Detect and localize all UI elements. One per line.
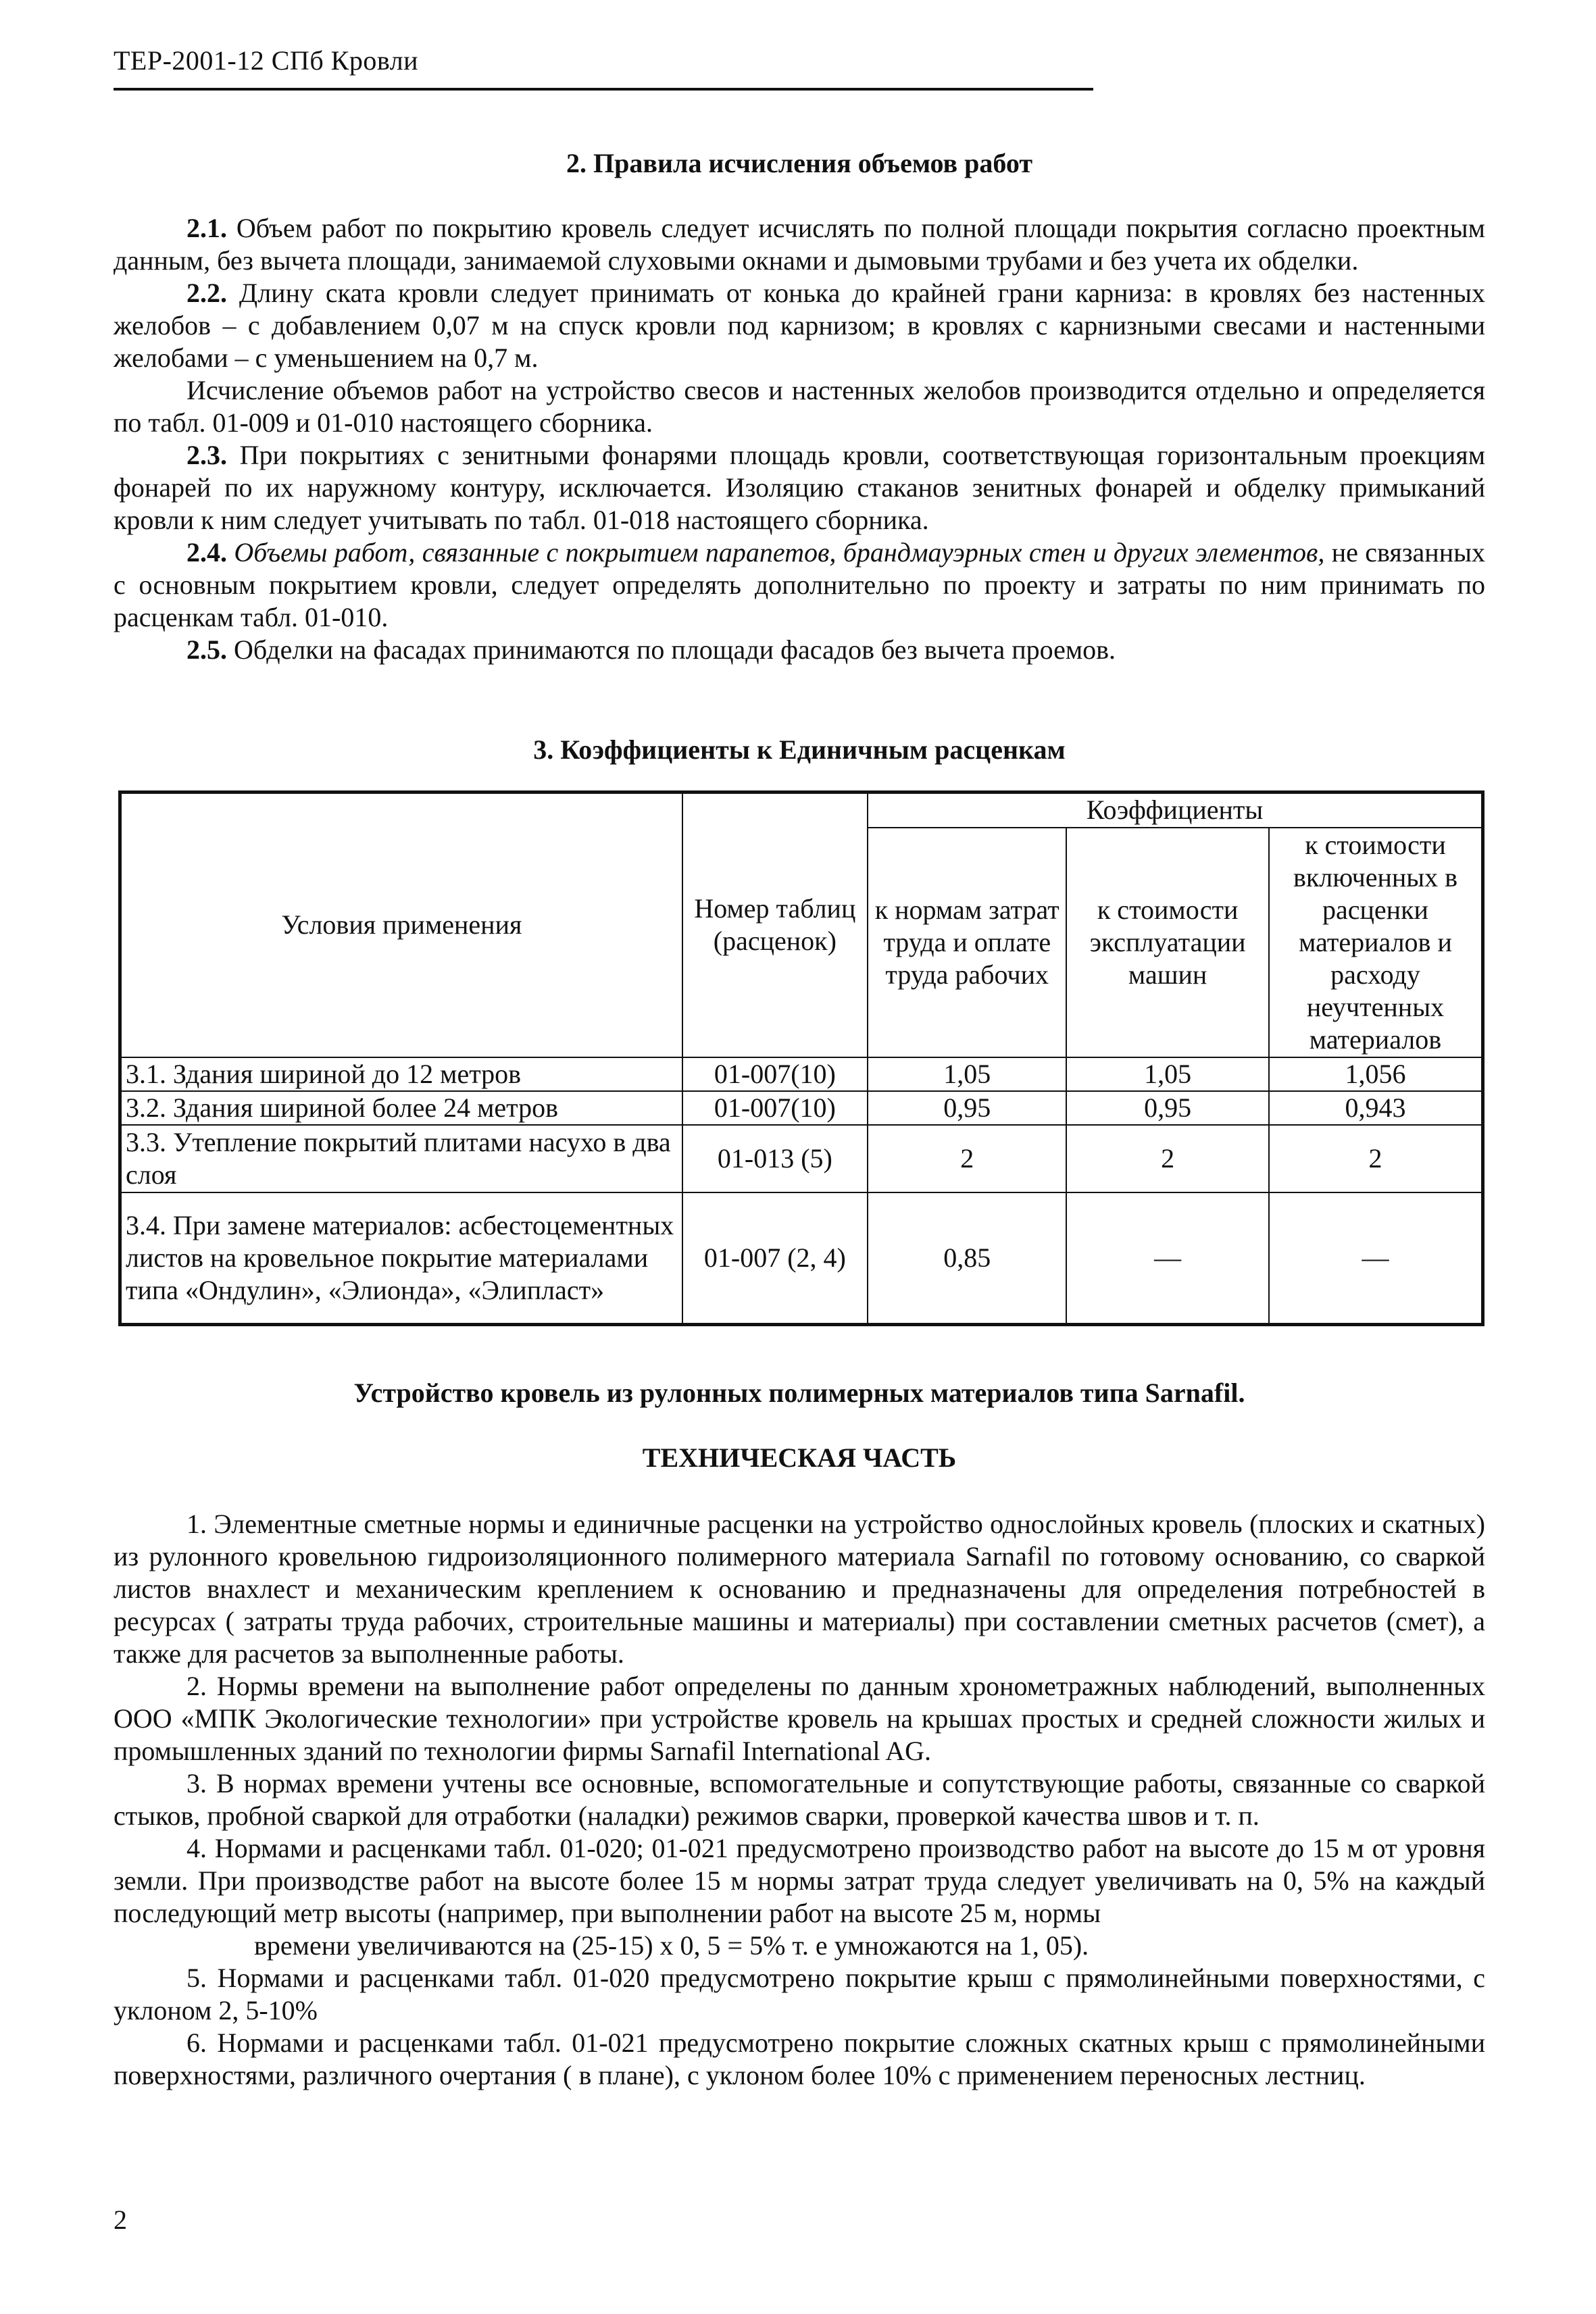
cell-labor: 2 <box>868 1125 1066 1192</box>
table-header-row <box>120 793 1483 828</box>
tech-paragraph-2: 2. Нормы времени на выполнение работ определены по данным хронометражных наблюдений, выполненных ООО «МПК Экологические технологии» при устройстве кровель на крышах простых и средней сложности жилых и промышленных зданий по технологии фирмы Sarnafil International AG. <box>114 1671 1485 1766</box>
coefficients-table <box>118 790 1485 1326</box>
cell-labor: 0,85 <box>868 1192 1066 1325</box>
technical-part-title: ТЕХНИЧЕСКАЯ ЧАСТЬ <box>642 1442 957 1473</box>
header-table-number: Номер таблиц (расценок) <box>682 793 868 1057</box>
cell-labor: 1,05 <box>868 1057 1066 1091</box>
paragraph-2-5: 2.5. Обделки на фасадах принимаются по площади фасадов без вычета проемов. <box>186 634 1116 665</box>
cell-table-number: 01-007(10) <box>682 1057 868 1091</box>
cell-condition: 3.4. При замене материалов: асбестоцементных листов на кровельное покрытие материалами типа «Ондулин», «Элионда», «Элипласт» <box>120 1192 682 1325</box>
cell-machines: 2 <box>1066 1125 1269 1192</box>
tech-paragraph-6: 6. Нормами и расценками табл. 01-021 предусмотрено покрытие сложных скатных крыш с прямолинейными поверхностями, различного очертания ( в плане), с уклоном более 10% с применением переносных лестниц. <box>114 2028 1485 2090</box>
cell-materials: 2 <box>1269 1125 1483 1192</box>
cell-materials: 0,943 <box>1269 1091 1483 1125</box>
header-materials: к стоимости включенных в расценки материалов и расходу неучтенных материалов <box>1269 828 1483 1057</box>
cell-table-number: 01-007(10) <box>682 1091 868 1125</box>
paragraph-2-3: 2.3. При покрытиях с зенитными фонарями площадь кровли, соответствующая горизонтальным проекциям фонарей по их наружному контуру, исключается. Изоляцию стаканов зенитных фонарей и обделку примыканий кровли к ним следует учитывать по табл. 01-018 настоящего сборника. <box>114 440 1485 535</box>
cell-condition: 3.2. Здания шириной более 24 метров <box>120 1091 682 1125</box>
page-number: 2 <box>114 2205 127 2235</box>
paragraph-2-4: 2.4. Объемы работ, связанные с покрытием парапетов, брандмауэрных стен и других элементов, не связанных с основным покрытием кровли, следует определять дополнительно по проекту и затраты по ним принимать по расценкам табл. 01-010. <box>114 537 1485 632</box>
cell-materials: 1,056 <box>1269 1057 1483 1091</box>
section-3-title: 3. Коэффициенты к Единичным расценкам <box>533 734 1066 765</box>
table-row <box>120 1192 1483 1325</box>
cell-machines: 0,95 <box>1066 1091 1269 1125</box>
tech-paragraph-3: 3. В нормах времени учтены все основные, вспомогательные и сопутствующие работы, связанные со сваркой стыков, пробной сваркой для отработки (наладки) режимов сварки, проверкой качества швов и т. п. <box>114 1768 1485 1831</box>
header-coefficients: Коэффициенты <box>868 793 1482 828</box>
cell-machines: — <box>1066 1192 1269 1325</box>
tech-paragraph-1: 1. Элементные сметные нормы и единичные расценки на устройство однослойных кровель (плоских и скатных) из рулонного кровельною гидроизоляционного полимерного материала Sarnafil по готовому основанию, со сваркой листов внахлест и механическим креплением к основанию и предназначены для определения потребностей в ресурсах ( затраты труда рабочих, строительные машины и материалы) при составлении сметных расчетов (смет), а также для расчетов за выполненные работы. <box>114 1509 1485 1669</box>
table-row <box>120 1125 1483 1192</box>
cell-labor: 0,95 <box>868 1091 1066 1125</box>
cell-materials: — <box>1269 1192 1483 1325</box>
tech-paragraph-5: 5. Нормами и расценками табл. 01-020 предусмотрено покрытие крыш с прямолинейными поверхностями, с уклоном 2, 5-10% <box>114 1963 1485 2026</box>
header-conditions: Условия применения <box>120 793 682 1057</box>
sarnafil-title: Устройство кровель из рулонных полимерных материалов типа Sarnafil. <box>353 1378 1245 1408</box>
header-labor: к нормам затрат труда и оплате труда рабочих <box>868 828 1066 1057</box>
header-machines: к стоимости эксплуатации машин <box>1066 828 1269 1057</box>
document-header: ТЕР-2001-12 СПб Кровли <box>114 45 419 76</box>
cell-condition: 3.3. Утепление покрытий плитами насухо в два слоя <box>120 1125 682 1192</box>
tech-paragraph-4-cont: времени увеличиваются на (25-15) х 0, 5 = 5% т. е умножаются на 1, 05). <box>254 1930 1089 1961</box>
technical-part-body <box>114 1508 1485 2092</box>
cell-table-number: 01-013 (5) <box>682 1125 868 1192</box>
header-rule <box>114 88 1093 91</box>
tech-paragraph-4: 4. Нормами и расценками табл. 01-020; 01-021 предусмотрено производство работ на высоте до 15 м от уровня земли. При производстве работ на высоте более 15 м нормы затрат труда следует увеличивать на 0, 5% на каждый последующий метр высоты (например, при выполнении работ на высоте 25 м, нормы <box>114 1833 1485 1928</box>
table-row <box>120 1057 1483 1091</box>
section-2-body <box>114 212 1485 666</box>
paragraph-2-2: 2.2. Длину ската кровли следует принимать от конька до крайней грани карниза: в кровлях без настенных желобов – с добавлением 0,07 м на спуск кровли под карнизом; в кровлях с карнизными свесами и настенными желобами – с уменьшением на 0,7 м. <box>114 278 1485 373</box>
paragraph-2-2-note: Исчисление объемов работ на устройство свесов и настенных желобов производится отдельно и определяется по табл. 01-009 и 01-010 настоящего сборника. <box>114 375 1485 438</box>
section-2-title: 2. Правила исчисления объемов работ <box>566 148 1032 178</box>
paragraph-2-1: 2.1. Объем работ по покрытию кровель следует исчислять по полной площади покрытия согласно проектным данным, без вычета площади, занимаемой слуховыми окнами и дымовыми трубами и без учета их обделки. <box>114 213 1485 276</box>
cell-condition: 3.1. Здания шириной до 12 метров <box>120 1057 682 1091</box>
cell-machines: 1,05 <box>1066 1057 1269 1091</box>
cell-table-number: 01-007 (2, 4) <box>682 1192 868 1325</box>
table-row <box>120 1091 1483 1125</box>
